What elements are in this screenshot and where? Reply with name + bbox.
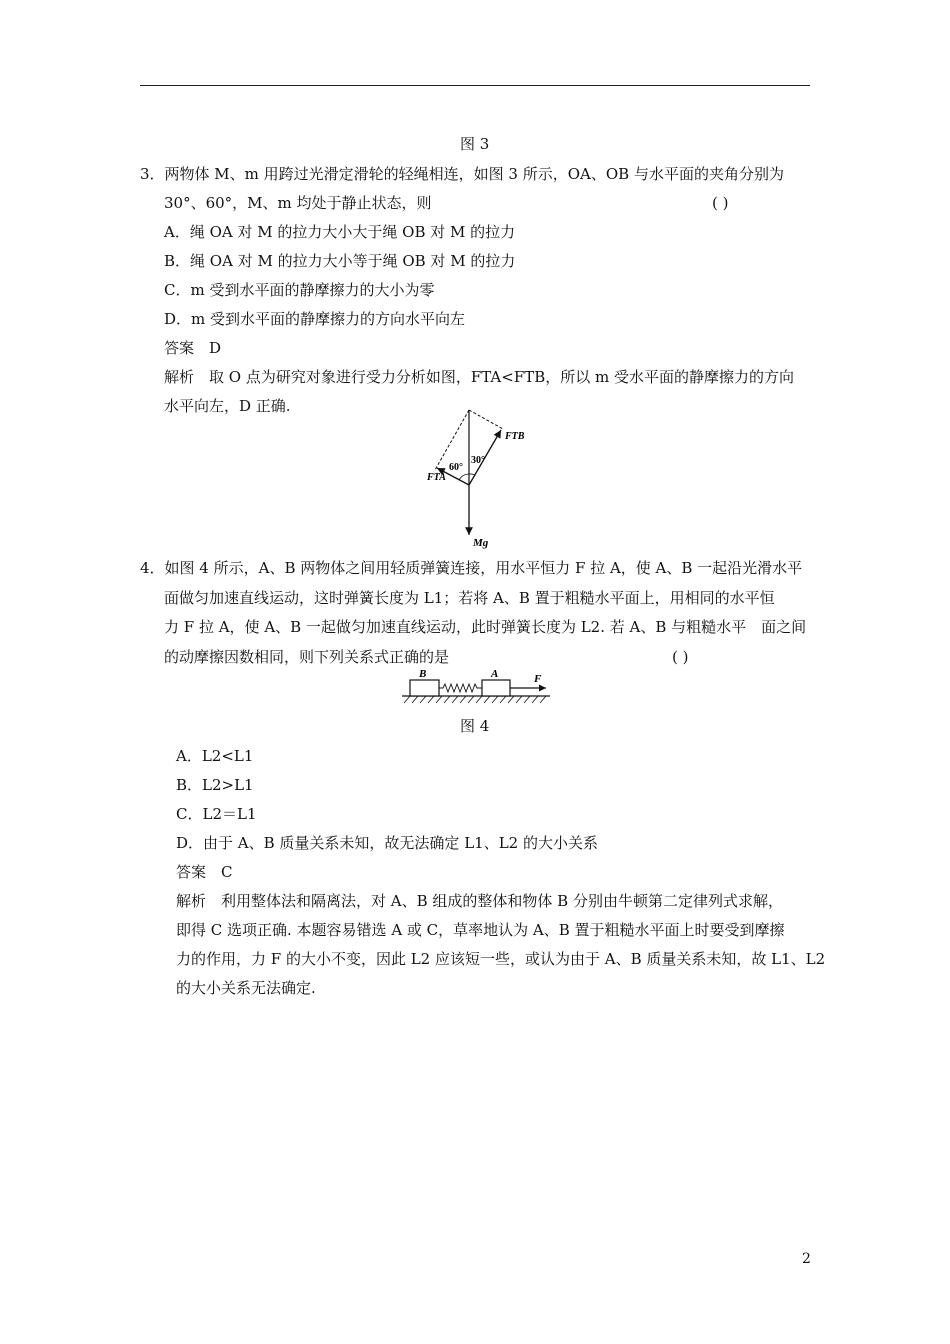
q3-option-b: B．绳 OA 对 M 的拉力大小等于绳 OB 对 M 的拉力 [164,252,516,270]
ftb-label: FTB [505,431,525,442]
dashed-edge-left [435,410,469,470]
spring [439,684,482,692]
angle-arc-30 [469,474,475,475]
q4-stem-line1: 4．如图 4 所示，A、B 两物体之间用轻质弹簧连接，用水平恒力 F 拉 A，使 A、B 一起沿光滑水平 [140,559,803,577]
q4-option-c: C．L2＝L1 [176,805,257,823]
q4-option-a: A．L2<L1 [176,747,254,765]
q4-stem-line4: 的动摩擦因数相同，则下列关系式正确的是 [164,648,450,666]
q4-analysis-line1: 解析 利用整体法和隔离法，对 A、B 组成的整体和物体 B 分别由牛顿第二定律列式求解， [176,892,783,910]
q4-stem-line3: 力 F 拉 A，使 A、B 一起做匀加速直线运动，此时弹簧长度为 L2. 若 A、B 与粗糙水平 面之间 [164,618,807,636]
angle-30-label: 30° [471,455,485,466]
figure-4-caption: 图 4 [460,717,490,735]
ground-hatching [404,696,546,703]
q4-option-b: B．L2>L1 [176,776,254,794]
q4-answer: 答案 C [176,863,233,881]
q3-option-a: A．绳 OA 对 M 的拉力大小大于绳 OB 对 M 的拉力 [164,223,516,241]
q3-answer-bracket: ( ) [712,194,729,212]
block-a-label: A [491,668,499,680]
q4-stem-line2: 面做匀加速直线运动，这时弹簧长度为 L1；若将 A、B 置于粗糙水平面上，用相同的水平恒 [164,589,775,607]
q3-option-c: C．m 受到水平面的静摩擦力的大小为零 [164,281,435,299]
angle-arc-60 [459,474,469,480]
force-f-label: F [534,673,542,685]
block-a [482,680,510,696]
fta-label: FTA [427,472,446,483]
mg-label: Mg [473,537,489,549]
q4-analysis-line4: 的大小关系无法确定. [176,979,316,997]
q3-analysis-line1: 解析 取 O 点为研究对象进行受力分析如图，FTA<FTB，所以 m 受水平面的静摩擦力的方向 [164,368,795,386]
q3-stem-line1: 3．两物体 M、m 用跨过光滑定滑轮的轻绳相连，如图 3 所示，OA、OB 与水平面的夹角分别为 [140,165,784,183]
page-number: 2 [802,1251,811,1267]
q3-answer: 答案 D [164,339,222,357]
spring-blocks-diagram [398,666,556,706]
block-b [410,680,439,696]
dashed-edge-top [469,410,503,429]
q3-stem-line2: 30°、60°，M、m 均处于静止状态，则 [164,194,432,212]
q4-analysis-line3: 力的作用，力 F 的大小不变，因此 L2 应该短一些，或认为由于 A、B 质量关系未知，故 L1、L2 [176,950,826,968]
force-diagram [415,405,535,550]
q4-analysis-line2: 即得 C 选项正确. 本题容易错选 A 或 C，草率地认为 A、B 置于粗糙水平面上时要受到摩擦 [176,921,785,939]
q3-option-d: D．m 受到水平面的静摩擦力的方向水平向左 [164,310,466,328]
block-b-label: B [419,668,427,680]
angle-60-label: 60° [449,462,463,473]
figure-3-caption: 图 3 [460,135,490,153]
q3-analysis-line2: 水平向左，D 正确. [164,397,291,415]
q4-answer-bracket: ( ) [672,648,689,666]
header-rule [140,85,810,86]
q4-option-d: D．由于 A、B 质量关系未知，故无法确定 L1、L2 的大小关系 [176,834,598,852]
